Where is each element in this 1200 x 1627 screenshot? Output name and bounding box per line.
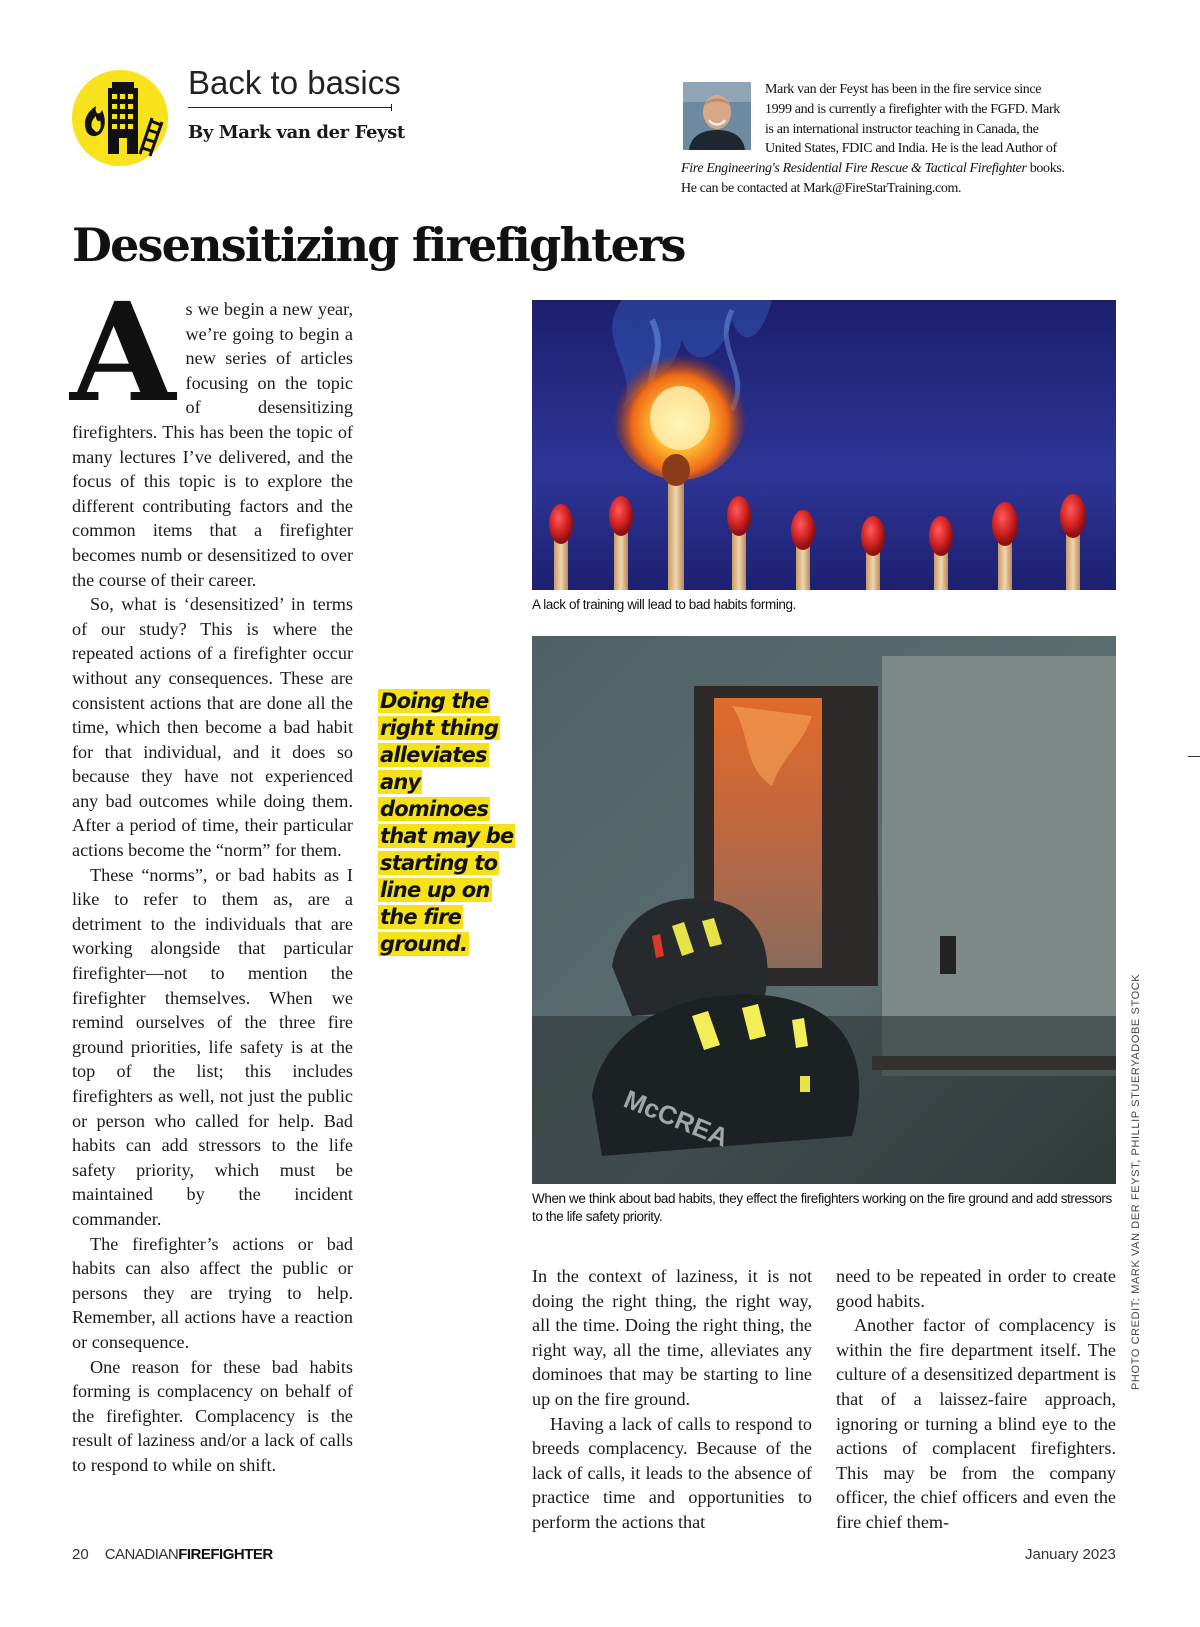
photo-caption: When we think about bad habits, they effect the firefighters working on the fire ground and add stressors to the life safety priority. (532, 1191, 1112, 1224)
helmets-photo (532, 636, 1116, 1184)
author-bio-contact: He can be contacted at Mark@FireStarTraining.com. (681, 180, 962, 196)
headline: Desensitizing firefighters (72, 218, 685, 272)
author-bio-line: Mark van der Feyst has been in the fire service since (765, 82, 1042, 97)
article-paragraph: The firefighter’s actions or bad habits can also affect the public or persons they are trying to help. Remember, all actions have a reaction or consequence. (72, 1233, 353, 1352)
page-edge-mark (1188, 756, 1200, 757)
photo-credit: PHOTO CREDIT: MARK VAN DER FEYST, PHILLIP STUERYADOBE STOCK (1130, 973, 1142, 1390)
drop-cap: A (70, 273, 176, 433)
author-bio-book-titles: Fire Engineering's Residential Fire Rescue & Tactical Firefighter (681, 161, 1027, 177)
article-paragraph: So, what is ‘desensitized’ in terms of our study? This is where the repeated actions of a firefighter occur without any consequences. These are consistent actions that are done all the time, which then become a bad habit for that individual, and it does so because they have not experienced any bad outcomes while doing them. After a period of time, their particular actions become the “norm” for them. (72, 594, 353, 861)
article-column-2 (532, 1264, 812, 1535)
photo-caption: A lack of training will lead to bad habits forming. (532, 597, 797, 612)
author-bio-line: United States, FDIC and India. He is the lead Author of (765, 141, 1057, 157)
article-paragraph: need to be repeated in order to create good habits. (836, 1266, 1116, 1311)
article-paragraph: s we begin a new year, we’re going to begin a new series of articles focusing on the topic of desensitizing firefighters. This has been the topic of many lectures I’ve delivered, and the focus of this topic is to explore the different contributing factors and the common items that a firefighter becomes numb or desensitized to over the course of their career. (72, 299, 353, 590)
section-rule (188, 107, 392, 108)
footer-folio (72, 1546, 273, 1563)
article-column-3 (836, 1264, 1116, 1535)
author-bio-line: is an international instructor teaching in Canada, the (765, 121, 1039, 137)
magazine-name-part1: CANADIAN (104, 1546, 179, 1563)
article-paragraph: In the context of laziness, it is not doing the right thing, the right way, all the time. Doing the right thing, the right way, all the time, alleviates any dominoes that may be starting to line up on the fire ground. (532, 1266, 812, 1409)
issue-date: January 2023 (1025, 1546, 1116, 1563)
section-title: Back to basics (188, 64, 401, 101)
magazine-name-part2: FIREFIGHTER (178, 1546, 273, 1563)
page-number: 20 (72, 1546, 89, 1563)
article-paragraph: Another factor of complacency is within the fire department itself. The culture of a desensitized department is that of a laissez-faire approach, ignoring or turning a blind eye to the actions of complacent firefighters. This may be from the company officer, the chief officers and even the fire chief them- (836, 1315, 1116, 1532)
byline: By Mark van der Feyst (188, 122, 405, 143)
matches-photo (532, 300, 1116, 590)
author-bio (681, 80, 1121, 199)
section-logo-icon (72, 70, 168, 166)
helmet-name-text: McCREA (619, 1083, 733, 1153)
article-paragraph: One reason for these bad habits forming is complacency on behalf of the firefighter. Complacency is the result of laziness and/or a lack of calls to respond to while on shift. (72, 1356, 353, 1475)
author-bio-line: books. (1026, 161, 1065, 177)
author-bio-line: 1999 and is currently a firefighter with the FGFD. Mark (765, 101, 1060, 117)
article-column-1 (70, 273, 353, 1478)
article-paragraph: Having a lack of calls to respond to breeds complacency. Because of the lack of calls, it leads to the absence of practice time and opportunities to perform the actions that (532, 1413, 812, 1532)
article-paragraph: These “norms”, or bad habits as I like to refer to them as, are a detriment to the individuals that are working alongside that particular firefighter—not to mention the firefighter themselves. When we remind ourselves of the three fire ground priorities, life safety is at the top of the list; this includes firefighters as well, not just the public or person who called for help. Bad habits can add stressors to the life safety priority, which must be maintained by the incident commander. (72, 864, 353, 1229)
pull-quote-text: Doing the right thing alleviates any dominoes that may be starting to line up on the fire ground. (380, 689, 514, 956)
pull-quote (378, 688, 518, 958)
